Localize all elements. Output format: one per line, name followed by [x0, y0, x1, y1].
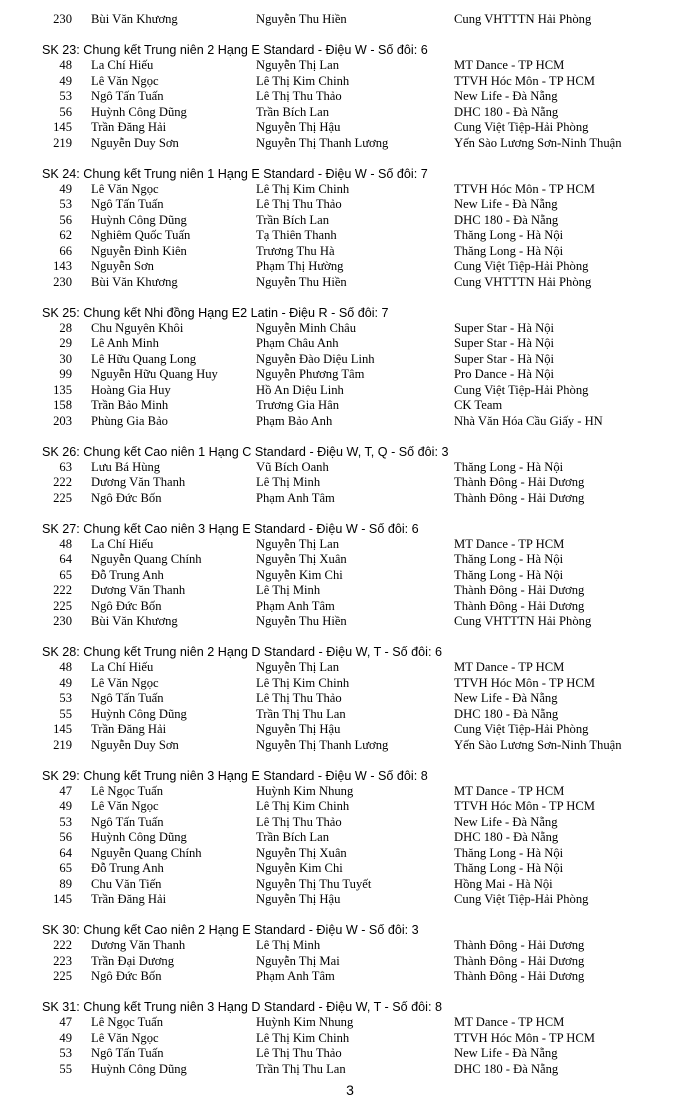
couple-number: 56	[59, 212, 72, 227]
female-dancer-name: Phạm Anh Tâm	[256, 598, 335, 613]
club-name: Thăng Long - Hà Nội	[454, 228, 564, 242]
couple-number: 53	[59, 1046, 72, 1060]
couple-number: 225	[53, 969, 72, 983]
female-dancer-name: Trương Thu Hà	[256, 243, 335, 258]
event-section	[0, 999, 700, 1077]
male-dancer-name: La Chí Hiếu	[91, 58, 154, 72]
club-name: DHC 180 - Đà Nẵng	[454, 830, 559, 844]
page-number: 3	[346, 1082, 354, 1098]
female-dancer-name: Nguyễn Thị Lan	[256, 536, 340, 551]
couple-row	[0, 537, 700, 553]
event-title: SK 25: Chung kết Nhi đồng Hạng E2 Latin - Điệu R - Số đôi: 7	[42, 305, 389, 320]
male-dancer-name: Bùi Văn Khương	[91, 614, 178, 628]
event-section	[0, 42, 700, 151]
male-dancer-name: Trần Đăng Hải	[91, 120, 167, 134]
section-gap	[0, 506, 700, 521]
couple-number: 145	[53, 722, 72, 736]
section-gap	[0, 753, 700, 768]
female-dancer-name: Nguyễn Thị Thanh Lương	[256, 737, 389, 752]
couple-number: 62	[59, 228, 72, 242]
event-title: SK 26: Chung kết Cao niên 1 Hạng C Standard - Điệu W, T, Q - Số đôi: 3	[42, 444, 449, 459]
couple-number: 49	[59, 799, 72, 813]
club-name: New Life - Đà Nẵng	[454, 814, 558, 829]
club-name: Super Star - Hà Nội	[454, 351, 555, 366]
club-name: Thăng Long - Hà Nội	[454, 567, 564, 582]
couple-number: 53	[59, 197, 72, 211]
couple-row	[0, 491, 700, 507]
male-dancer-name: Ngô Đức Bốn	[91, 598, 162, 613]
male-dancer-name: Ngô Tấn Tuấn	[91, 89, 164, 103]
club-name: MT Dance - TP HCM	[454, 58, 565, 72]
club-name: New Life - Đà Nẵng	[454, 691, 558, 705]
male-dancer-name: Lê Văn Ngọc	[91, 181, 159, 196]
couple-number: 225	[53, 598, 72, 613]
male-dancer-name: Huỳnh Công Dũng	[91, 1061, 187, 1076]
female-dancer-name: Lê Thị Thu Thảo	[256, 197, 342, 211]
couple-row	[0, 120, 700, 136]
club-name: Pro Dance - Hà Nội	[454, 367, 555, 381]
female-dancer-name: Nguyễn Minh Châu	[256, 320, 357, 335]
couple-number: 65	[59, 861, 72, 875]
female-dancer-name: Phạm Anh Tâm	[256, 969, 335, 983]
club-name: Thăng Long - Hà Nội	[454, 243, 564, 258]
club-name: Cung Việt Tiệp-Hải Phòng	[454, 382, 589, 397]
male-dancer-name: La Chí Hiếu	[91, 660, 154, 674]
male-dancer-name: Hoàng Gia Huy	[91, 382, 171, 397]
couple-number: 222	[53, 583, 72, 597]
male-dancer-name: Lê Văn Ngọc	[91, 1030, 159, 1045]
male-dancer-name: Nguyễn Quang Chính	[91, 845, 202, 860]
event-title: SK 27: Chung kết Cao niên 3 Hạng E Standard - Điệu W - Số đôi: 6	[42, 521, 419, 536]
couple-row	[0, 954, 700, 970]
male-dancer-name: Nguyễn Sơn	[91, 259, 154, 273]
couple-row	[0, 182, 700, 198]
couple-row	[0, 969, 700, 985]
couple-row	[0, 259, 700, 275]
male-dancer-name: Dương Văn Thanh	[91, 583, 186, 597]
couple-number: 49	[59, 181, 72, 196]
couple-row	[0, 475, 700, 491]
couple-number: 64	[59, 552, 72, 566]
female-dancer-name: Lê Thị Kim Chinh	[256, 1030, 350, 1045]
female-dancer-name: Nguyễn Kim Chi	[256, 567, 343, 582]
female-dancer-name: Nguyễn Thị Mai	[256, 953, 340, 968]
couple-number: 49	[59, 675, 72, 690]
male-dancer-name: Huỳnh Công Dũng	[91, 104, 187, 119]
female-dancer-name: Nguyễn Thị Thu Tuyết	[256, 876, 372, 891]
couple-number: 53	[59, 691, 72, 705]
couple-row	[0, 74, 700, 90]
female-dancer-name: Nguyễn Thu Hiền	[256, 12, 347, 26]
club-name: Cung Việt Tiệp-Hải Phòng	[454, 259, 589, 273]
couple-row	[0, 707, 700, 723]
club-name: Thăng Long - Hà Nội	[454, 845, 564, 860]
couple-number: 28	[59, 320, 72, 335]
couple-row	[0, 398, 700, 414]
club-name: TTVH Hóc Môn - TP HCM	[454, 181, 595, 196]
club-name: Thành Đông - Hải Dương	[454, 490, 585, 505]
male-dancer-name: Trần Bảo Minh	[91, 398, 169, 412]
couple-number: 47	[59, 783, 72, 798]
female-dancer-name: Lê Thị Minh	[256, 938, 321, 952]
couple-number: 230	[53, 614, 72, 628]
couple-row	[0, 877, 700, 893]
couple-row	[0, 568, 700, 584]
male-dancer-name: Ngô Đức Bốn	[91, 969, 162, 983]
couple-number: 89	[59, 876, 72, 891]
couple-row	[0, 136, 700, 152]
female-dancer-name: Nguyễn Kim Chi	[256, 861, 343, 875]
couple-number: 66	[59, 243, 72, 258]
couple-number: 225	[53, 490, 72, 505]
male-dancer-name: Dương Văn Thanh	[91, 938, 186, 952]
couple-row	[0, 58, 700, 74]
male-dancer-name: Nghiêm Quốc Tuấn	[91, 228, 191, 242]
couple-number: 48	[59, 58, 72, 72]
couple-row	[0, 660, 700, 676]
couple-row	[0, 892, 700, 908]
couple-number: 143	[53, 259, 72, 273]
female-dancer-name: Lê Thị Kim Chinh	[256, 799, 350, 813]
couple-number: 203	[53, 413, 72, 428]
couple-row	[0, 244, 700, 260]
female-dancer-name: Trần Bích Lan	[256, 830, 329, 844]
couple-row	[0, 383, 700, 399]
female-dancer-name: Trần Thị Thu Lan	[256, 706, 346, 721]
couple-row	[0, 336, 700, 352]
couple-row	[0, 1015, 700, 1031]
couple-number: 222	[53, 938, 72, 952]
female-dancer-name: Nguyễn Thị Thanh Lương	[256, 135, 389, 150]
male-dancer-name: Trần Đăng Hải	[91, 892, 167, 906]
section-gap	[0, 630, 700, 645]
female-dancer-name: Nguyễn Thị Lan	[256, 660, 340, 674]
couple-number: 56	[59, 104, 72, 119]
female-dancer-name: Tạ Thiên Thanh	[256, 228, 337, 242]
female-dancer-name: Lê Thị Thu Thảo	[256, 89, 342, 103]
couple-number: 230	[53, 12, 72, 26]
male-dancer-name: Ngô Tấn Tuấn	[91, 197, 164, 211]
couple-number: 53	[59, 814, 72, 829]
couple-number: 47	[59, 1015, 72, 1029]
female-dancer-name: Nguyễn Đào Diệu Linh	[256, 351, 375, 366]
male-dancer-name: Bùi Văn Khương	[91, 274, 178, 289]
couple-row	[0, 738, 700, 754]
event-title: SK 29: Chung kết Trung niên 3 Hạng E Standard - Điệu W - Số đôi: 8	[42, 768, 428, 783]
couple-number: 63	[59, 459, 72, 474]
female-dancer-name: Nguyễn Thu Hiền	[256, 274, 347, 289]
couple-row	[0, 614, 700, 630]
female-dancer-name: Lê Thị Thu Thảo	[256, 814, 342, 829]
female-dancer-name: Huỳnh Kim Nhung	[256, 1015, 354, 1029]
male-dancer-name: Huỳnh Công Dũng	[91, 706, 187, 721]
couple-row	[0, 414, 700, 430]
section-gap	[0, 908, 700, 923]
couple-row	[0, 846, 700, 862]
couple-row	[0, 352, 700, 368]
event-section	[0, 521, 700, 630]
female-dancer-name: Phạm Bảo Anh	[256, 413, 333, 428]
female-dancer-name: Lê Thị Kim Chinh	[256, 675, 350, 690]
female-dancer-name: Lê Thị Kim Chinh	[256, 73, 350, 88]
couple-number: 158	[53, 398, 72, 412]
couple-number: 29	[59, 336, 72, 350]
female-dancer-name: Nguyễn Thị Xuân	[256, 552, 347, 566]
couple-number: 48	[59, 660, 72, 674]
female-dancer-name: Nguyễn Thị Lan	[256, 58, 340, 72]
club-name: TTVH Hóc Môn - TP HCM	[454, 799, 595, 813]
couple-row	[0, 275, 700, 291]
couple-row	[0, 89, 700, 105]
male-dancer-name: Lê Hữu Quang Long	[91, 351, 197, 366]
male-dancer-name: Bùi Văn Khương	[91, 12, 178, 26]
couple-row	[0, 321, 700, 337]
continued-rows	[0, 12, 700, 28]
event-section	[0, 644, 700, 753]
male-dancer-name: Nguyễn Duy Sơn	[91, 737, 179, 752]
couple-number: 145	[53, 120, 72, 134]
club-name: Yến Sào Lương Sơn-Ninh Thuận	[454, 737, 622, 752]
female-dancer-name: Phạm Thị Hường	[256, 259, 344, 273]
female-dancer-name: Nguyễn Thị Xuân	[256, 845, 347, 860]
club-name: TTVH Hóc Môn - TP HCM	[454, 1030, 595, 1045]
male-dancer-name: Ngô Đức Bốn	[91, 490, 162, 505]
club-name: DHC 180 - Đà Nẵng	[454, 706, 559, 721]
couple-number: 49	[59, 1030, 72, 1045]
club-name: Thăng Long - Hà Nội	[454, 861, 564, 875]
club-name: MT Dance - TP HCM	[454, 1015, 565, 1029]
male-dancer-name: Chu Văn Tiến	[91, 876, 162, 891]
couple-number: 30	[59, 351, 72, 366]
club-name: MT Dance - TP HCM	[454, 660, 565, 674]
event-sections	[0, 28, 700, 1078]
club-name: Cung VHTTTN Hải Phòng	[454, 614, 592, 628]
female-dancer-name: Hồ An Diệu Linh	[256, 382, 344, 397]
club-name: Yến Sào Lương Sơn-Ninh Thuận	[454, 135, 622, 150]
female-dancer-name: Lê Thị Minh	[256, 475, 321, 489]
club-name: Thăng Long - Hà Nội	[454, 552, 564, 566]
couple-row	[0, 105, 700, 121]
club-name: Cung VHTTTN Hải Phòng	[454, 274, 592, 289]
couple-row	[0, 861, 700, 877]
male-dancer-name: Dương Văn Thanh	[91, 475, 186, 489]
male-dancer-name: Lưu Bá Hùng	[91, 459, 161, 474]
couple-row	[0, 599, 700, 615]
couple-row	[0, 197, 700, 213]
section-gap	[0, 290, 700, 305]
female-dancer-name: Trần Bích Lan	[256, 212, 329, 227]
couple-number: 64	[59, 845, 72, 860]
female-dancer-name: Lê Thị Minh	[256, 583, 321, 597]
club-name: Super Star - Hà Nội	[454, 320, 555, 335]
event-title: SK 24: Chung kết Trung niên 1 Hạng E Standard - Điệu W - Số đôi: 7	[42, 166, 428, 181]
couple-row	[0, 830, 700, 846]
female-dancer-name: Nguyễn Thị Hậu	[256, 722, 341, 736]
male-dancer-name: Lê Ngọc Tuấn	[91, 1015, 164, 1029]
couple-row	[0, 784, 700, 800]
club-name: DHC 180 - Đà Nẵng	[454, 104, 559, 119]
female-dancer-name: Trần Bích Lan	[256, 104, 329, 119]
female-dancer-name: Nguyễn Thị Hậu	[256, 892, 341, 906]
male-dancer-name: Nguyễn Duy Sơn	[91, 135, 179, 150]
couple-number: 219	[53, 135, 72, 150]
club-name: Cung Việt Tiệp-Hải Phòng	[454, 892, 589, 906]
couple-number: 55	[59, 706, 72, 721]
male-dancer-name: Ngô Tấn Tuấn	[91, 814, 164, 829]
couple-row	[0, 460, 700, 476]
female-dancer-name: Lê Thị Thu Thảo	[256, 691, 342, 705]
club-name: TTVH Hóc Môn - TP HCM	[454, 675, 595, 690]
male-dancer-name: Lê Văn Ngọc	[91, 73, 159, 88]
club-name: MT Dance - TP HCM	[454, 783, 565, 798]
female-dancer-name: Phạm Anh Tâm	[256, 490, 335, 505]
male-dancer-name: Huỳnh Công Dũng	[91, 830, 187, 844]
club-name: Thành Đông - Hải Dương	[454, 583, 585, 597]
section-gap	[0, 429, 700, 444]
couple-number: 219	[53, 737, 72, 752]
event-title: SK 23: Chung kết Trung niên 2 Hạng E Standard - Điệu W - Số đôi: 6	[42, 43, 428, 57]
couple-row	[0, 676, 700, 692]
couple-row	[0, 552, 700, 568]
section-gap	[0, 28, 700, 43]
male-dancer-name: Phùng Gia Bảo	[91, 413, 168, 428]
female-dancer-name: Lê Thị Thu Thảo	[256, 1046, 342, 1060]
male-dancer-name: Đỗ Trung Anh	[91, 861, 164, 875]
male-dancer-name: Trần Đăng Hải	[91, 722, 167, 736]
male-dancer-name: Lê Văn Ngọc	[91, 675, 159, 690]
club-name: DHC 180 - Đà Nẵng	[454, 1061, 559, 1076]
couple-row	[0, 1046, 700, 1062]
couple-number: 48	[59, 536, 72, 551]
couple-row	[0, 12, 700, 28]
section-gap	[0, 151, 700, 166]
couple-row	[0, 367, 700, 383]
couple-row	[0, 213, 700, 229]
club-name: MT Dance - TP HCM	[454, 536, 565, 551]
couple-number: 230	[53, 274, 72, 289]
club-name: Thành Đông - Hải Dương	[454, 953, 585, 968]
event-section	[0, 166, 700, 291]
event-section	[0, 305, 700, 430]
club-name: Cung Việt Tiệp-Hải Phòng	[454, 722, 589, 736]
club-name: Thành Đông - Hải Dương	[454, 598, 585, 613]
couple-row	[0, 722, 700, 738]
couple-number: 135	[53, 382, 72, 397]
couple-number: 145	[53, 892, 72, 906]
club-name: Thăng Long - Hà Nội	[454, 459, 564, 474]
couple-row	[0, 799, 700, 815]
male-dancer-name: Lê Anh Minh	[91, 336, 159, 350]
male-dancer-name: Ngô Tấn Tuấn	[91, 691, 164, 705]
female-dancer-name: Trần Thị Thu Lan	[256, 1061, 346, 1076]
male-dancer-name: Nguyễn Quang Chính	[91, 552, 202, 566]
event-title: SK 30: Chung kết Cao niên 2 Hạng E Standard - Điệu W - Số đôi: 3	[42, 923, 419, 937]
club-name: New Life - Đà Nẵng	[454, 1046, 558, 1060]
couple-row	[0, 1031, 700, 1047]
club-name: TTVH Hóc Môn - TP HCM	[454, 73, 595, 88]
event-title: SK 31: Chung kết Trung niên 3 Hạng D Standard - Điệu W, T - Số đôi: 8	[42, 1000, 442, 1014]
couple-row	[0, 228, 700, 244]
club-name: Thành Đông - Hải Dương	[454, 938, 585, 952]
couple-number: 56	[59, 830, 72, 844]
couple-number: 53	[59, 89, 72, 103]
male-dancer-name: Huỳnh Công Dũng	[91, 212, 187, 227]
female-dancer-name: Nguyễn Thu Hiền	[256, 614, 347, 628]
couple-number: 55	[59, 1061, 72, 1076]
couple-row	[0, 938, 700, 954]
male-dancer-name: Trần Đại Dương	[91, 953, 174, 968]
male-dancer-name: La Chí Hiếu	[91, 536, 154, 551]
female-dancer-name: Lê Thị Kim Chinh	[256, 181, 350, 196]
event-section	[0, 922, 700, 985]
male-dancer-name: Lê Văn Ngọc	[91, 799, 159, 813]
club-name: Hồng Mai - Hà Nội	[454, 876, 553, 891]
couple-number: 99	[59, 367, 72, 381]
club-name: New Life - Đà Nẵng	[454, 89, 558, 103]
club-name: DHC 180 - Đà Nẵng	[454, 212, 559, 227]
event-title: SK 28: Chung kết Trung niên 2 Hạng D Standard - Điệu W, T - Số đôi: 6	[42, 645, 442, 659]
club-name: New Life - Đà Nẵng	[454, 197, 558, 211]
couple-number: 223	[53, 953, 72, 968]
couple-number: 49	[59, 73, 72, 88]
club-name: Cung VHTTTN Hải Phòng	[454, 12, 592, 26]
document-page	[0, 12, 700, 1077]
couple-number: 222	[53, 475, 72, 489]
couple-row	[0, 1062, 700, 1078]
couple-row	[0, 815, 700, 831]
male-dancer-name: Đỗ Trung Anh	[91, 567, 164, 582]
male-dancer-name: Nguyễn Đình Kiên	[91, 243, 187, 258]
couple-row	[0, 583, 700, 599]
couple-number: 65	[59, 567, 72, 582]
male-dancer-name: Lê Ngọc Tuấn	[91, 783, 164, 798]
couple-row	[0, 691, 700, 707]
event-section	[0, 444, 700, 507]
club-name: Thành Đông - Hải Dương	[454, 969, 585, 983]
event-section	[0, 768, 700, 908]
club-name: Cung Việt Tiệp-Hải Phòng	[454, 120, 589, 134]
female-dancer-name: Trương Gia Hân	[256, 398, 339, 412]
male-dancer-name: Nguyễn Hữu Quang Huy	[91, 367, 218, 381]
club-name: Thành Đông - Hải Dương	[454, 475, 585, 489]
female-dancer-name: Nguyễn Thị Hậu	[256, 120, 341, 134]
female-dancer-name: Huỳnh Kim Nhung	[256, 783, 354, 798]
male-dancer-name: Chu Nguyên Khôi	[91, 320, 184, 335]
club-name: CK Team	[454, 398, 503, 412]
female-dancer-name: Nguyễn Phương Tâm	[256, 367, 365, 381]
club-name: Nhà Văn Hóa Cầu Giấy - HN	[454, 413, 603, 428]
male-dancer-name: Ngô Tấn Tuấn	[91, 1046, 164, 1060]
section-gap	[0, 985, 700, 1000]
female-dancer-name: Vũ Bích Oanh	[256, 459, 329, 474]
club-name: Super Star - Hà Nội	[454, 336, 555, 350]
female-dancer-name: Phạm Châu Anh	[256, 336, 339, 350]
